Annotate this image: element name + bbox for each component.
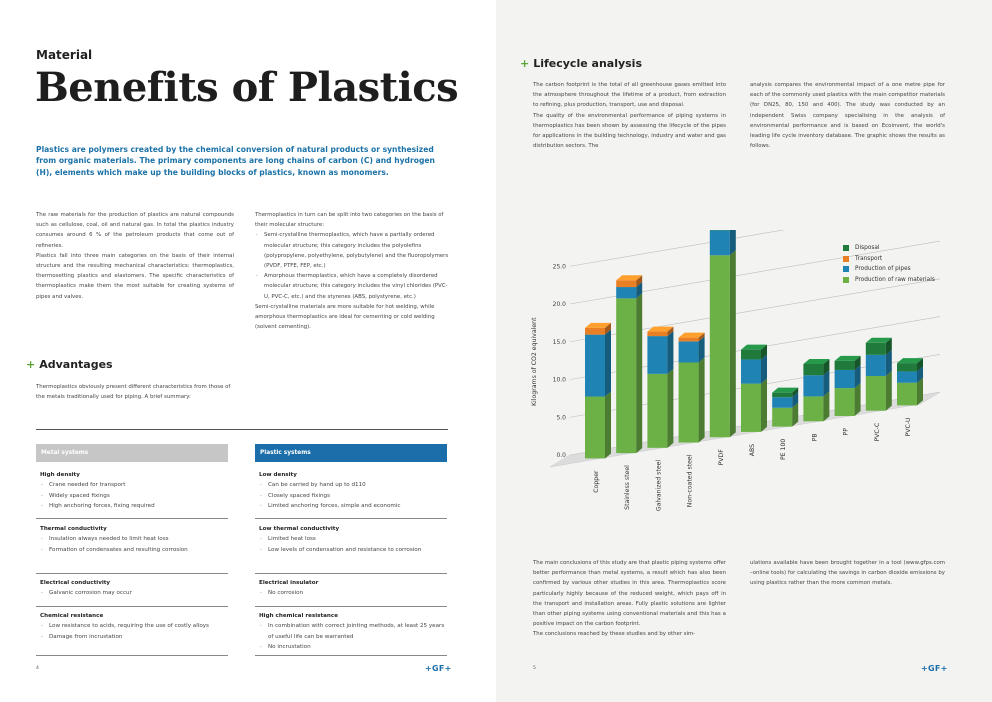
bar-side	[823, 391, 829, 421]
table-separator	[255, 655, 447, 656]
legend-label: Production of pipes	[855, 266, 911, 273]
bar-segment	[835, 388, 855, 416]
bar-segment	[772, 408, 792, 427]
paragraph: The main conclusions of this study are that plastic piping systems offer better performance than metal systems, a result which has also been confirmed by various other studies in this area. Thermoplastics score particularly highly because of the reduced weight, which pays off in the transport and installation areas. Fully plastic solutions are lighter than other piping systems using conventional materials and this has a positive impact on the carbon footprint.	[533, 560, 726, 628]
page-number: 4	[36, 666, 39, 671]
bar-segment	[741, 350, 761, 360]
advantages-heading	[26, 358, 113, 371]
bar-segment	[866, 343, 886, 355]
cell-item: · Limited heat loss	[259, 534, 451, 544]
lifecycle-column-1	[533, 80, 726, 151]
paragraph: Thermoplastics in turn can be split into two categories on the basis of their molecular structure:	[255, 212, 444, 229]
bar-side	[761, 354, 767, 383]
cell-item: · Can be carried by hand up to d110	[259, 480, 451, 490]
category-label: PVC-C	[873, 422, 881, 442]
bar-segment	[866, 355, 886, 376]
cell-item: · Widely spaced fixings	[40, 491, 232, 501]
bar-side	[605, 392, 611, 459]
bar-segment	[772, 397, 792, 408]
section-kicker: Material	[36, 48, 93, 62]
bar-segment	[835, 370, 855, 388]
legend-swatch	[843, 266, 849, 272]
legend-item	[843, 243, 935, 254]
category-label: Galvanized steel	[655, 459, 663, 512]
bar-side	[667, 369, 673, 448]
y-tick-label: 0.0	[556, 452, 566, 459]
legend-swatch	[843, 277, 849, 283]
legend-item	[843, 264, 935, 275]
bar-side	[886, 371, 892, 411]
advantages-text: Thermoplastics obviously present different characteristics from those of the metals traditionally used for piping. A brief summary:	[36, 384, 231, 401]
bar-segment	[897, 371, 917, 382]
lifecycle-title: Lifecycle analysis	[533, 57, 642, 70]
table-separator	[36, 655, 228, 656]
table-separator	[36, 606, 228, 607]
category-label: PVDF	[717, 449, 725, 466]
gf-logo: +GF+	[425, 664, 452, 673]
category-label: PB	[811, 433, 819, 442]
bar-segment	[710, 255, 730, 437]
plastic-systems-header: Plastic systems	[255, 444, 447, 462]
bar-side	[605, 330, 611, 397]
paragraph: Plastics fall into three main categories on the basis of their internal structure and the resulting mechanical characteristics: thermoplastics, thermosetting plastics and elastomers. The specific characteristics of thermoplastics make them the most suitable for creating systems of pipes and valves.	[36, 252, 234, 300]
y-axis-label: Kilograms of CO2 equivalent	[531, 317, 538, 406]
y-tick-label: 10.0	[552, 376, 566, 384]
cell-item: · Formation of condensates and resulting corrosion	[40, 545, 232, 555]
table-cell-plastic-chemical	[259, 611, 451, 652]
bar-side	[730, 250, 736, 437]
page-number: 5	[533, 666, 536, 671]
bar-segment	[741, 359, 761, 383]
category-label: PP	[842, 428, 850, 436]
bar-segment	[585, 335, 605, 397]
bar-segment	[897, 383, 917, 406]
table-separator	[36, 518, 228, 519]
chart-legend	[843, 243, 935, 285]
legend-item	[843, 254, 935, 265]
body-column-1	[36, 210, 234, 302]
bar-segment	[679, 363, 699, 443]
bar-segment	[585, 328, 605, 335]
bar-segment	[616, 287, 636, 298]
metal-systems-header: Metal systems	[36, 444, 228, 462]
legend-item	[843, 275, 935, 286]
y-tick-label: 25.0	[552, 263, 566, 271]
legend-swatch	[843, 245, 849, 251]
bar-side	[855, 383, 861, 416]
y-tick-label: 20.0	[552, 301, 566, 308]
cell-item: · Insulation always needed to limit heat loss	[40, 534, 232, 544]
paragraph: The conclusions reached by these studies and by other sim-	[533, 631, 696, 638]
y-tick-label: 15.0	[552, 338, 566, 346]
body-column-2	[255, 210, 450, 332]
bar-segment	[741, 384, 761, 432]
table-top-rule	[36, 429, 448, 430]
advantages-title: Advantages	[39, 358, 113, 371]
gf-logo: +GF+	[921, 664, 948, 673]
bar-segment	[803, 396, 823, 421]
bar-side	[761, 379, 767, 432]
cell-title: Low thermal conductivity	[259, 526, 340, 532]
bar-side	[667, 331, 673, 374]
cell-title: High density	[40, 472, 80, 478]
bar-segment	[647, 332, 667, 337]
paragraph: Semi-crystalline materials are more suitable for hot welding, while amorphous thermoplastics are ideal for cementing or cold welding (solvent cementing).	[255, 303, 435, 331]
bar-side	[636, 293, 642, 453]
cell-item: · Damage from incrustation	[40, 632, 232, 642]
y-tick-label: 5.0	[556, 414, 566, 422]
cell-item: · Low resistance to acids, requiring the use of costly alloys	[40, 621, 232, 631]
bar-segment	[803, 364, 823, 375]
paragraph: The carbon footprint is the total of all greenhouse gases emitted into the atmosphere throughout the lifetime of a product, from extraction to refining, plus production, transport, use and disposal.	[533, 82, 726, 109]
paragraph: The quality of the environmental performance of piping systems in thermoplastics has been shown by assessing the lifecycle of the pipes for applications in the building technology, industry and water and gas distribution sectors. The	[533, 112, 726, 150]
category-label: ABS	[749, 443, 756, 457]
bar-segment	[616, 298, 636, 453]
table-separator	[36, 573, 228, 574]
cell-item: · Low levels of condensation and resistance to corrosion	[259, 545, 451, 555]
cell-item: · High anchoring forces, fixing required	[40, 501, 232, 511]
category-label: Stainless steel	[624, 465, 632, 510]
bar-segment	[679, 341, 699, 362]
legend-label: Disposal	[855, 245, 880, 252]
cell-title: High chemical resistance	[259, 613, 338, 619]
cell-item: · In combination with correct jointing methods, at least 25 years of useful life can be warranted	[259, 621, 451, 642]
bar-segment	[835, 361, 855, 370]
table-cell-metal-thermal	[40, 524, 232, 555]
table-cell-metal-density	[40, 470, 232, 511]
bar-segment	[616, 280, 636, 287]
cell-item: · Crane needed for transport	[40, 480, 232, 490]
table-separator	[255, 518, 447, 519]
legend-label: Transport	[855, 255, 883, 262]
plus-icon: +	[520, 57, 530, 70]
table-cell-plastic-electrical	[259, 578, 451, 599]
table-cell-plastic-thermal	[259, 524, 451, 555]
plus-icon: +	[26, 358, 36, 371]
category-label: PVC-U	[905, 417, 912, 437]
lead-paragraph: Plastics are polymers created by the chemical conversion of natural products or synthesized from organic materials. The primary components are long chains of carbon (C) and hydrogen (H), elements which make up the building blocks of plastics, known as monomers.	[36, 145, 435, 177]
table-cell-plastic-density	[259, 470, 451, 511]
category-label: PE 100	[780, 438, 788, 461]
table-cell-metal-electrical	[40, 578, 232, 599]
table-cell-metal-chemical	[40, 611, 232, 642]
bar-segment	[803, 375, 823, 396]
bar-side	[699, 358, 705, 443]
category-label: Non-coated steel	[686, 454, 694, 508]
bar-segment	[866, 376, 886, 411]
bullet-item: · Semi-crystalline thermoplastics, which have a partially ordered molecular structure; this category includes the polyolefins (polypropylene, polyethylene, polybutylene) and the fluoropolymers (PVDF, PTFE, FEP, etc.)	[255, 230, 450, 271]
bullet-item: · Amorphous thermoplastics, which have a completely disordered molecular structure; this category includes the vinyl chlorides (PVC-U, PVC-C, etc.) and the styrenes (ABS, polystyrene, etc.)	[255, 271, 450, 302]
bar-segment	[679, 338, 699, 342]
cell-title: Electrical conductivity	[40, 580, 111, 586]
legend-label: Production of raw materials	[855, 276, 935, 283]
bar-segment	[772, 393, 792, 398]
bar-segment	[647, 374, 667, 448]
legend-swatch	[843, 256, 849, 262]
cell-title: Chemical resistance	[40, 613, 104, 619]
conclusion-column-1	[533, 558, 726, 640]
lifecycle-heading	[520, 57, 642, 70]
category-label: Copper	[593, 470, 600, 493]
lifecycle-column-2: analysis compares the environmental impact of a one metre pipe for each of the commonly used plastics with the main competitor materials (for DN25, 80, 150 and 400). The study was conducted by an independent Swiss company specialising in the analysis of environmental performance and is based on Ecoinvent, the world's leading life cycle inventory database. The graphic shows the results as follows.	[750, 82, 945, 150]
bar-segment	[897, 363, 917, 371]
cell-item: · Limited anchoring forces, simple and economic	[259, 501, 451, 511]
paragraph: The raw materials for the production of plastics are natural compounds such as cellulose, coal, oil and natural gas. In total the plastics industry consumes around 6 % of the petroleum products that come out of refineries.	[36, 212, 234, 249]
cell-item: · Galvanic corrosion may occur	[40, 588, 232, 598]
cell-item: · Closely spaced fixings	[259, 491, 451, 501]
cell-title: Electrical insulator	[259, 580, 319, 586]
cell-title: Thermal conductivity	[40, 526, 107, 532]
table-separator	[255, 606, 447, 607]
page-title: Benefits of Plastics	[35, 64, 459, 111]
cell-item: · No corrosion	[259, 588, 451, 598]
conclusion-column-2: ulations available have been brought together in a tool (www.gfps.com –online tools) for calculating the savings in carbon dioxide emissions by using plastics rather than the more common metals.	[750, 560, 945, 587]
table-separator	[255, 573, 447, 574]
bar-segment	[710, 230, 730, 255]
bar-segment	[647, 336, 667, 374]
cell-title: Low density	[259, 472, 297, 478]
bar-segment	[585, 397, 605, 459]
cell-item: · No incrustation	[259, 642, 451, 652]
